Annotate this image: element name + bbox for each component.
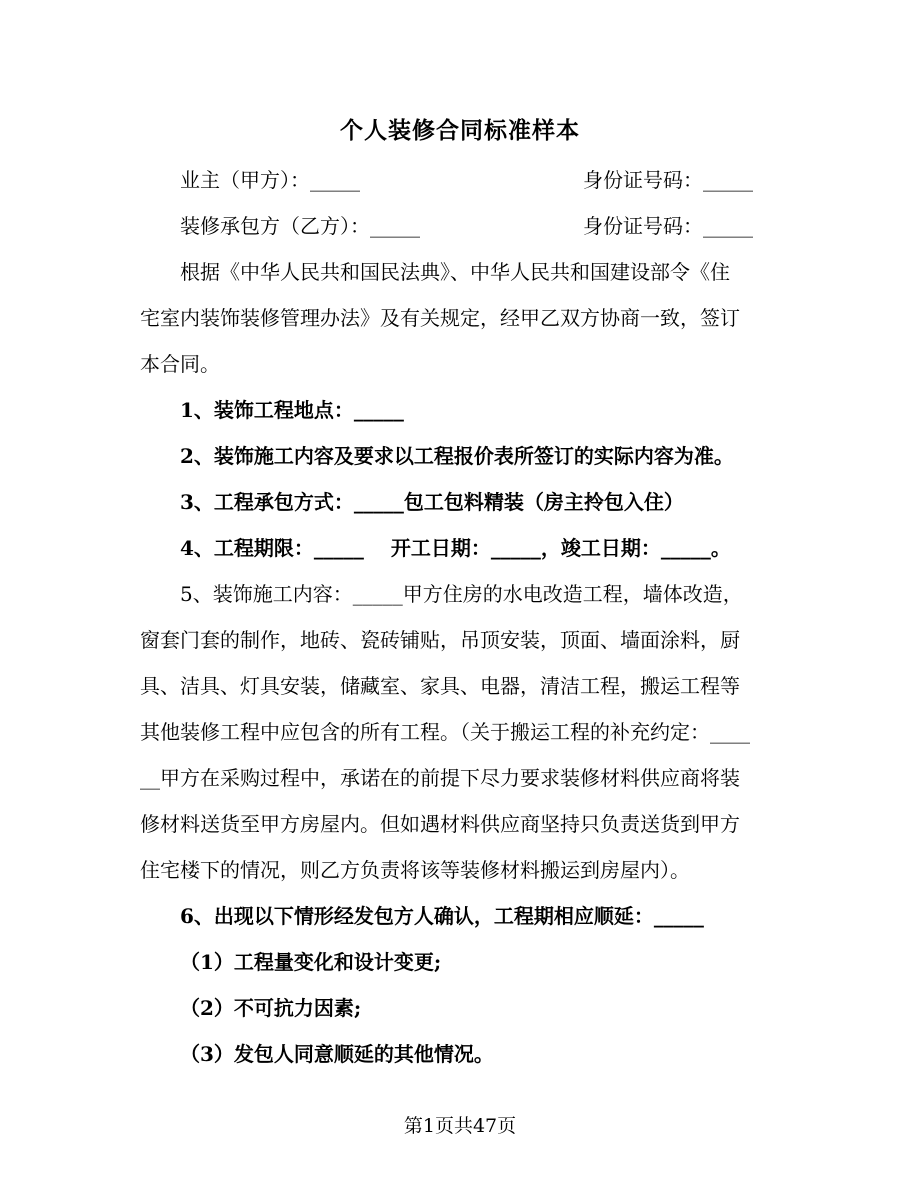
clause-5-line: 其他装修工程中应包含的所有工程。（关于搬运工程的补充约定：____ <box>140 720 750 744</box>
page-number: 第1页共47页 <box>403 1115 517 1137</box>
owner-id-field: 身份证号码：_____ <box>583 168 753 192</box>
clause-6-item: （2）不可抗力因素; <box>180 996 362 1020</box>
clause-4: 4、工程期限：_____ 开工日期：_____，竣工日期：_____。 <box>180 536 731 560</box>
preamble-line: 根据《中华人民共和国民法典》、中华人民共和国建设部令《住 <box>180 260 730 284</box>
preamble-line: 本合同。 <box>140 352 220 376</box>
clause-5-line: __甲方在采购过程中，承诺在的前提下尽力要求装修材料供应商将装 <box>140 766 740 790</box>
clause-6-item: （1）工程量变化和设计变更; <box>180 950 442 974</box>
document-title: 个人装修合同标准样本 <box>340 117 580 144</box>
clause-5-line: 具、洁具、灯具安装，储藏室、家具、电器，清洁工程，搬运工程等 <box>140 674 740 698</box>
clause-1: 1、装饰工程地点：_____ <box>180 398 404 422</box>
owner-field: 业主（甲方）：_____ <box>180 168 360 192</box>
contractor-field: 装修承包方（乙方）：_____ <box>180 214 420 238</box>
clause-5-line: 住宅楼下的情况，则乙方负责将该等装修材料搬运到房屋内）。 <box>140 858 690 882</box>
clause-6-item: （3）发包人同意顺延的其他情况。 <box>180 1042 494 1066</box>
clause-5-line: 修材料送货至甲方房屋内。但如遇材料供应商坚持只负责送货到甲方 <box>140 812 740 836</box>
clause-6: 6、出现以下情形经发包方人确认，工程期相应顺延：_____ <box>180 904 704 928</box>
clause-5-line: 窗套门套的制作，地砖、瓷砖铺贴，吊顶安装，顶面、墙面涂料，厨 <box>140 628 740 652</box>
clause-5-line: 5、装饰施工内容：_____甲方住房的水电改造工程，墙体改造， <box>180 582 743 606</box>
clause-3: 3、工程承包方式：_____包工包料精装（房主拎包入住） <box>180 490 684 514</box>
contractor-id-field: 身份证号码：_____ <box>583 214 753 238</box>
preamble-line: 宅室内装饰装修管理办法》及有关规定，经甲乙双方协商一致，签订 <box>140 306 740 330</box>
clause-2: 2、装饰施工内容及要求以工程报价表所签订的实际内容为准。 <box>180 444 734 468</box>
